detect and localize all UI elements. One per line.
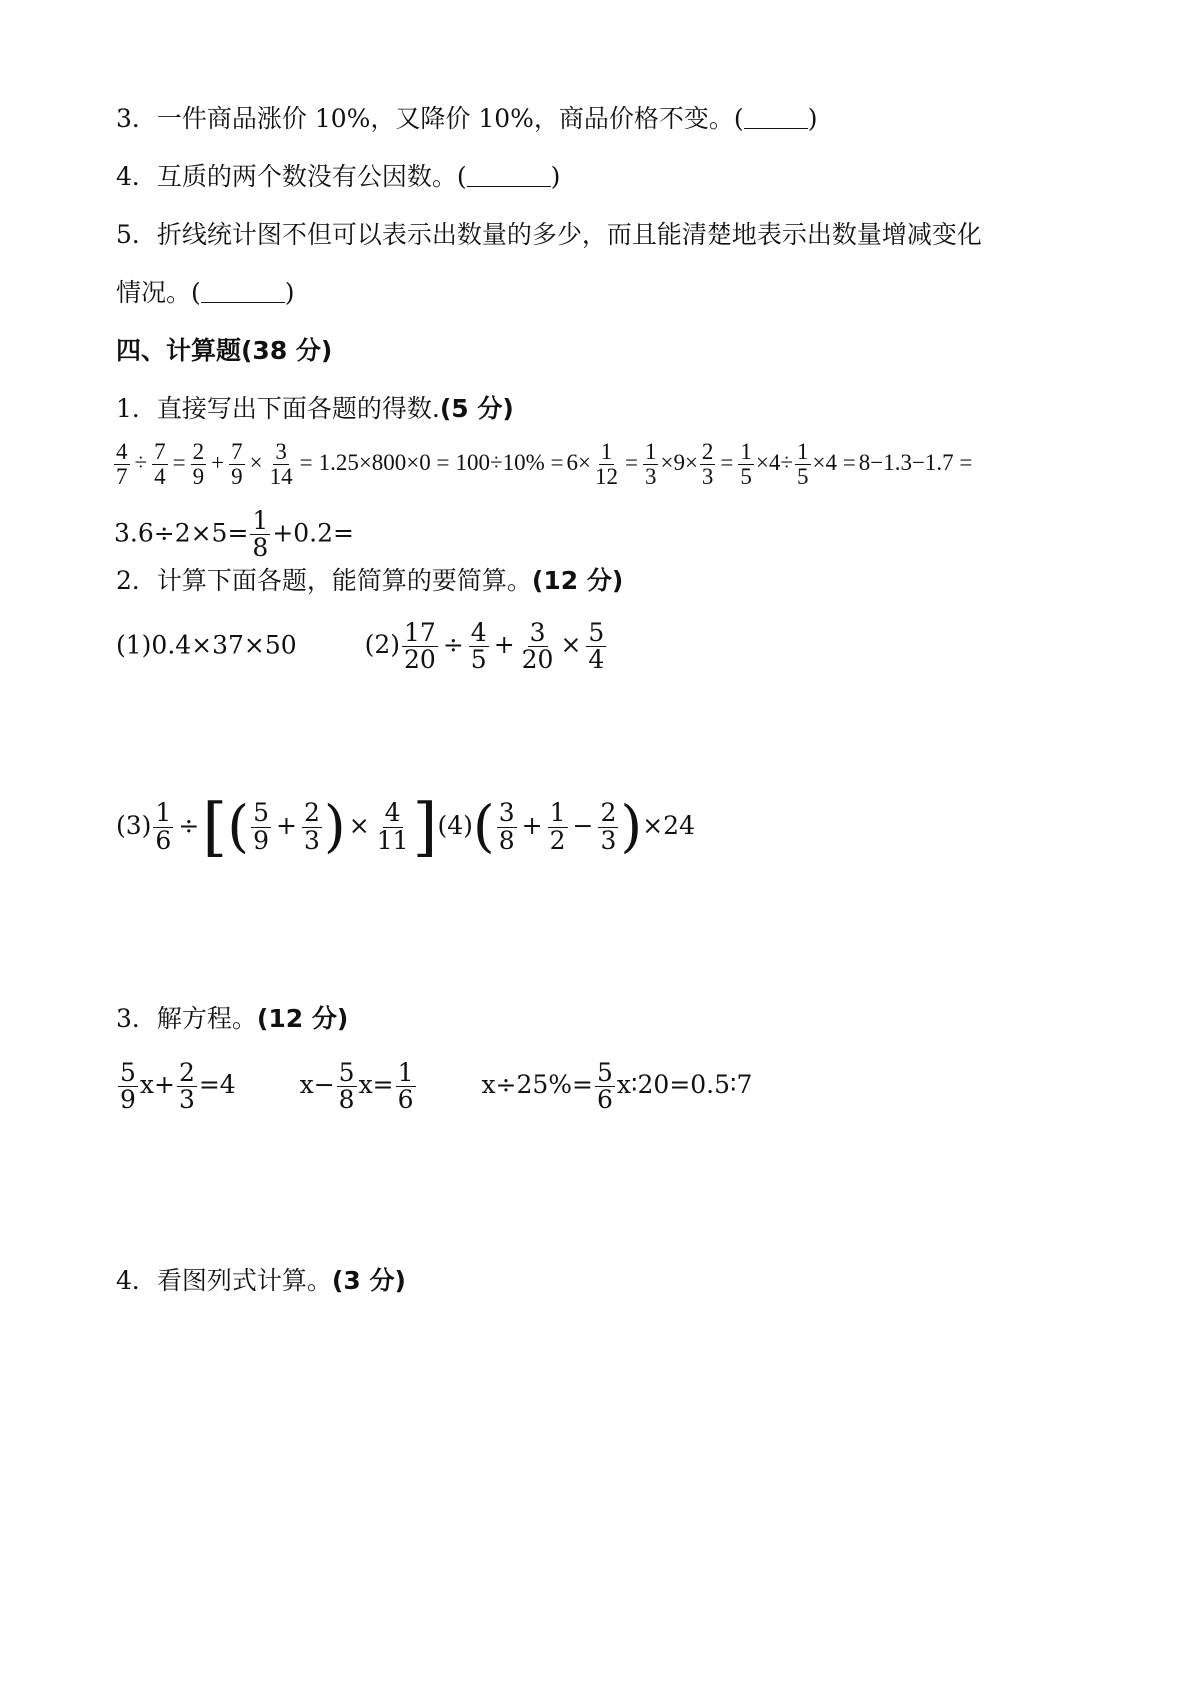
judge-question-5-cont: 情况。( ) [116,278,295,307]
fraction: $\frac{2}{9}$ [192,439,205,490]
calc1-oral-row-2: 3.6÷2×5= $\frac{1}{8}$ +0.2= [114,506,354,563]
fraction: $\frac{1}{5}$ [740,439,752,490]
fraction: $\frac{3}{14}$ [269,439,293,490]
calc2-problems-1-2 [116,620,608,674]
answer-blank-4[interactable] [467,166,551,187]
judge-question-3: 3．一件商品涨价 10%，又降价 10%，商品价格不变。( ) [116,104,818,133]
calc2-problems-3-4 [116,790,695,864]
fraction: $\frac{1}{5}$ [797,439,809,490]
fraction: $\frac{1}{8}$ [252,506,269,563]
answer-blank-3[interactable] [744,108,808,129]
equation-3: x÷25%= $\frac{5}{6}$ x∶20=0.5∶7 [481,1058,753,1115]
problem-3: (3) $\frac{1}{6}$ ÷[( $\frac{5}{9}$ + $\frac{2}{3}$ ) × $\frac{4}{11}$ ] [116,790,438,864]
fraction: $\frac{7}{4}$ [154,439,166,490]
judge-question-5: 5．折线统计图不但可以表示出数量的多少，而且能清楚地表示出数量增减变化 [116,220,982,249]
fraction: $\frac{1}{3}$ [644,439,657,490]
fraction: $\frac{4}{7}$ [116,439,128,490]
section-title: 四、计算题(38 分) [116,336,333,365]
fraction: $\frac{1}{12}$ [594,439,618,490]
calc2-heading: 2．计算下面各题，能简算的要简算。(12 分) [116,566,624,595]
problem-4: (4)( $\frac{3}{8}$ + $\frac{1}{2}$ − $\frac{2}{3}$ )×24 [437,794,695,859]
calc3-equations [116,1060,752,1114]
equation-1: $\frac{5}{9}$ x+ $\frac{2}{3}$ =4 [120,1058,236,1115]
equation-2: x− $\frac{5}{8}$ x= $\frac{1}{6}$ [299,1058,414,1115]
calc1-oral-row: $\frac{4}{7}$ ÷ $\frac{7}{4}$ = $\frac{2}{9}$ + $\frac{7}{9}$ × $\frac{3}{14}$ = 1.25×800×0 = 100÷10% = 6× $\frac{1}{12}$ = $\frac{1}{3}$ ×9× $\frac{2}{3}$ = $\frac{1}{5}$ ×4÷ $\frac{1}{5}$ ×4 = 8−1.3−1.7 = [116,439,973,490]
problem-1: (1)0.4×37×50 [116,630,297,660]
fraction: $\frac{2}{3}$ [701,439,714,490]
calc4-heading: 4．看图列式计算。(3 分) [116,1266,406,1295]
fraction: $\frac{7}{9}$ [231,439,243,490]
problem-2: (2) $\frac{17}{20}$ ÷ $\frac{4}{5}$ + $\frac{3}{20}$ × $\frac{5}{4}$ [364,618,605,675]
calc3-heading: 3．解方程。(12 分) [116,1004,349,1033]
calc1-heading: 1．直接写出下面各题的得数.(5 分) [116,394,514,423]
answer-blank-5[interactable] [201,282,285,303]
judge-question-4: 4．互质的两个数没有公因数。( ) [116,162,561,191]
